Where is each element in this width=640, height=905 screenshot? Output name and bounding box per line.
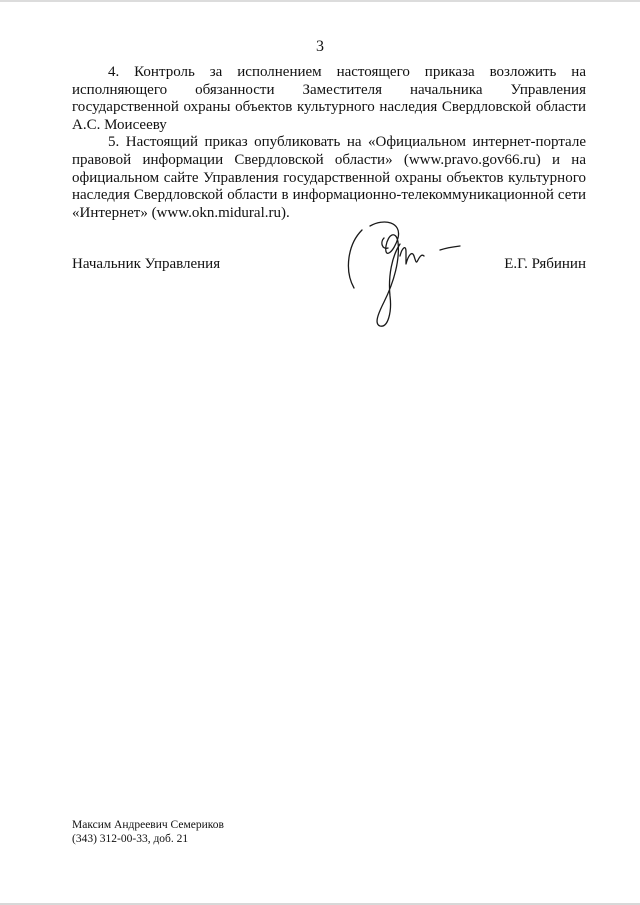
scan-edge-top [0,0,640,2]
page-number: 3 [316,38,324,55]
signature-row [72,256,586,273]
order-body [72,64,586,222]
signatory-name: Е.Г. Рябинин [504,256,586,272]
position-title: Начальник Управления [72,256,221,272]
executor-contact [72,818,224,846]
executor-phone: (343) 312-00-33, доб. 21 [72,833,189,845]
paragraph-control: 4. Контроль за исполнением настоящего приказа возложить на исполняющего обязанности Заместителя начальника Управления государственной охраны объектов культурного наследия Свердловской области А.С. Моисееву [72,64,586,133]
executor-name: Максим Андреевич Семериков [72,819,224,831]
handwritten-signature-icon [340,216,470,332]
paragraph-publication: 5. Настоящий приказ опубликовать на «Официальном интернет-портале правовой информации Свердловской области» (www.pravo.gov66.ru) и на официальном сайте Управления государственной охраны объектов культурного наследия Свердловской области в информационно-телекоммуникационной сети «Интернет» (www.okn.midural.ru). [72,134,586,221]
